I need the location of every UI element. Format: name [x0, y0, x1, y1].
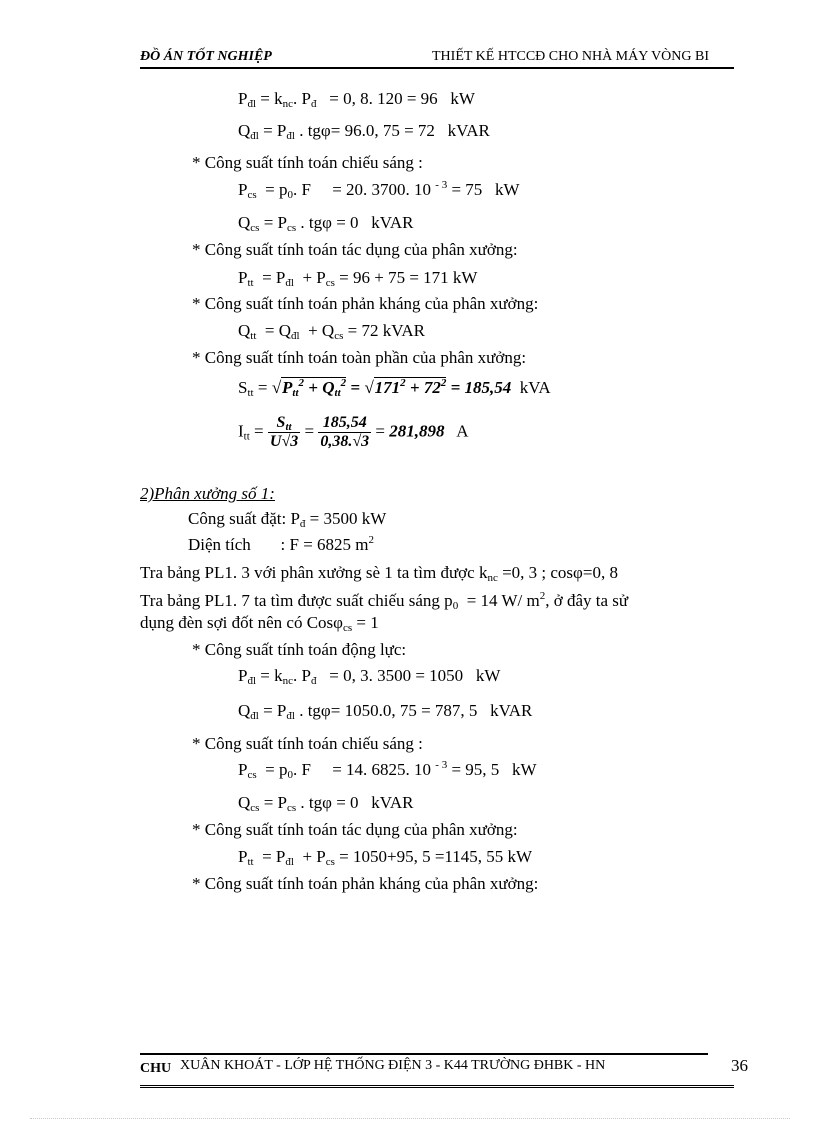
footer-double-rule: [140, 1085, 734, 1088]
installed-power: Công suất đặt: $P_đ = 3500$ kW: [188, 509, 387, 530]
header-right: THIẾT KẾ HTCCĐ CHO NHÀ MÁY VÒNG BI: [432, 49, 710, 64]
header-rule: [140, 67, 734, 69]
bullet-active: * Công suất tính toán tác dụng của phân xưởng:: [192, 240, 518, 259]
table-lookup-1: Tra bảng PL1. 3 với phân xưởng sè 1 ta tìm được $k_{nc} =0$, 3 ; cosφ=0, 8: [140, 563, 618, 584]
formula-qdl-2: $Q_{đl} = P_{đl}$ . tgφ= 1050.0, 75 = 787, 5 kVAR: [238, 701, 533, 722]
page-edge: [30, 1118, 790, 1119]
footer-author: XUÂN KHOÁT - LỚP HỆ THỐNG ĐIỆN 3 - K44 TRƯỜNG ĐHBK - HN: [180, 1058, 606, 1073]
bullet-lighting: * Công suất tính toán chiếu sáng :: [192, 153, 423, 172]
formula-qcs: $Q_{cs} = P_{cs}$ . tgφ = 0 kVAR: [238, 213, 414, 234]
formula-pdl: $P_{đl} = k_{nc}$. $P_đ = 0$, 8. 120 = 96 kW: [238, 89, 475, 110]
formula-qdl: $Q_{đl} = P_{đl}$ . tgφ= 96.0, 75 = 72 kVAR: [238, 121, 490, 142]
page-number: 36: [731, 1056, 748, 1075]
bullet-reactive: * Công suất tính toán phản kháng của phân xưởng:: [192, 294, 539, 313]
area: Diện tích : F = 6825 $m^2$: [188, 534, 375, 554]
formula-pcs-2: $P_{cs} = p_0$. F = 14. 6825. 10 $^{- 3}$ = 95, 5 kW: [238, 759, 537, 781]
formula-itt: $I_{tt}$ = $\frac{S_{tt}}{U√3}$ = $\frac{185,54}{0,38.√3}$ = 281,898 A: [238, 414, 469, 450]
table-lookup-2-cont: dụng đèn sợi đốt nên có Cosφ$_{cs}$ = 1: [140, 613, 379, 634]
formula-qcs-2: $Q_{cs} = P_{cs}$ . tgφ = 0 kVAR: [238, 793, 414, 814]
formula-qtt: $Q_{tt} = Q_{đl} + Q_{cs} = 72$ kVAR: [238, 321, 425, 342]
header-left: ĐỒ ÁN TỐT NGHIỆP: [140, 49, 272, 64]
bullet-lighting-2: * Công suất tính toán chiếu sáng :: [192, 734, 423, 753]
footer-author-first: CHU: [140, 1061, 172, 1076]
table-lookup-2: Tra bảng PL1. 7 ta tìm được suất chiếu sáng $p_0 = 14$ W/ $m^2$, ở đây ta sử: [140, 590, 629, 612]
bullet-apparent: * Công suất tính toán toàn phần của phân xưởng:: [192, 348, 527, 367]
formula-ptt-2: $P_{tt} = P_{đl} + P_{cs} = 1050+95$, 5 =1145, 55 kW: [238, 847, 533, 868]
bullet-active-2: * Công suất tính toán tác dụng của phân xưởng:: [192, 820, 518, 839]
bullet-dynamic: * Công suất tính toán động lực:: [192, 640, 407, 659]
bullet-reactive-2: * Công suất tính toán phản kháng của phân xưởng:: [192, 874, 539, 893]
section-title: 2)Phân xưởng số 1:: [140, 484, 275, 503]
footer-rule: [140, 1053, 708, 1055]
formula-ptt: $P_{tt} = P_{đl} + P_{cs} = 96 + 75 = 171$ kW: [238, 268, 478, 289]
formula-pcs: $P_{cs} = p_0$. F = 20. 3700. 10 $^{- 3}$ = 75 kW: [238, 179, 520, 201]
formula-stt: $S_{tt} = √P_{tt}^2 + Q_{tt}^2 = √171^2 + 72^2 = 185,54$ kVA: [238, 377, 551, 399]
formula-pdl-2: $P_{đl} = k_{nc}$. $P_đ = 0$, 3. 3500 = 1050 kW: [238, 666, 501, 687]
